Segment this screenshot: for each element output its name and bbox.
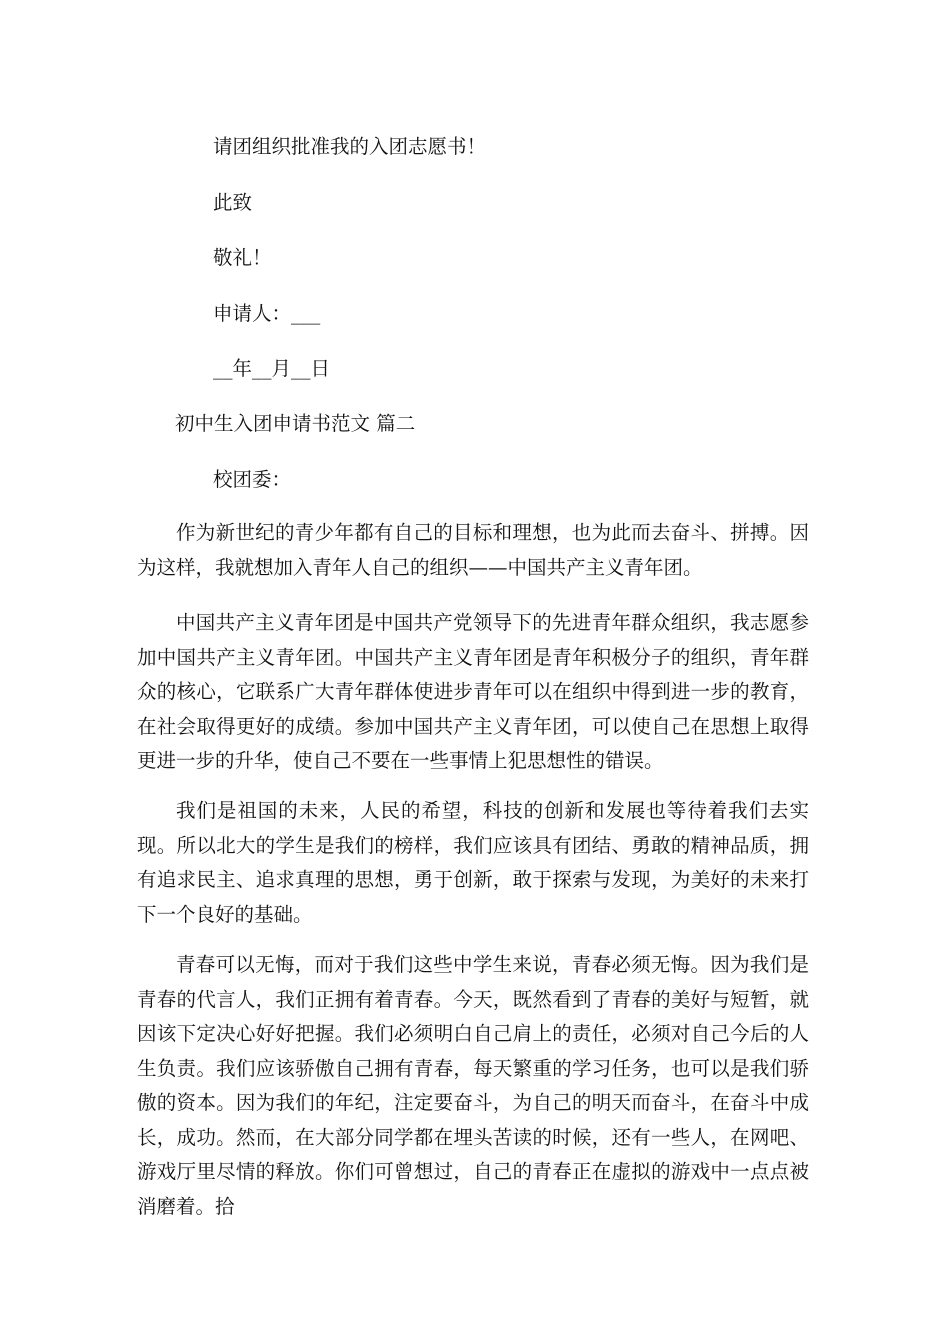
- section-title: 初中生入团申请书范文 篇二: [175, 412, 416, 435]
- body-paragraph: 我们是祖国的未来，人民的希望，科技的创新和发展也等待着我们去实现。所以北大的学生是我们的榜样，我们应该具有团结、勇敢的精神品质，拥有追求民主、追求真理的思想，勇于创新，敢于探索与发现，为美好的未来打下一个良好的基础。: [137, 799, 809, 926]
- body-paragraph: 青春可以无悔，而对于我们这些中学生来说，青春必须无悔。因为我们是青春的代言人，我们正拥有着青春。今天，既然看到了青春的美好与短暂，就因该下定决心好好把握。我们必须明白自己肩上的责任，必须对自己今后的人生负责。我们应该骄傲自己拥有青春，每天繁重的学习任务，也可以是我们骄傲的资本。因为我们的年纪，注定要奋斗，为自己的明天而奋斗，在奋斗中成长，成功。然而，在大部分同学都在埋头苦读的时候，还有一些人，在网吧、游戏厅里尽情的释放。你们可曾想过，自己的青春正在虚拟的游戏中一点点被消磨着。拾: [137, 953, 809, 1218]
- date-line: __年__月__日: [213, 357, 331, 380]
- body-paragraph: 作为新世纪的青少年都有自己的目标和理想，也为此而去奋斗、拼搏。因为这样，我就想加入青年人自己的组织——中国共产主义青年团。: [137, 521, 809, 579]
- closing-salutation-1: 此致: [213, 191, 253, 214]
- closing-salutation-2: 敬礼！: [213, 246, 272, 269]
- applicant-signature-line: 申请人：___: [213, 302, 321, 325]
- recipient-line: 校团委：: [213, 468, 292, 491]
- body-paragraph: 中国共产主义青年团是中国共产党领导下的先进青年群众组织，我志愿参加中国共产主义青年团。中国共产主义青年团是青年积极分子的组织，青年群众的核心，它联系广大青年群体使进步青年可以在组织中得到进一步的教育，在社会取得更好的成绩。参加中国共产主义青年团，可以使自己在思想上取得更进一步的升华，使自己不要在一些事情上犯思想性的错误。: [137, 611, 809, 772]
- closing-request: 请团组织批准我的入团志愿书！: [213, 135, 487, 158]
